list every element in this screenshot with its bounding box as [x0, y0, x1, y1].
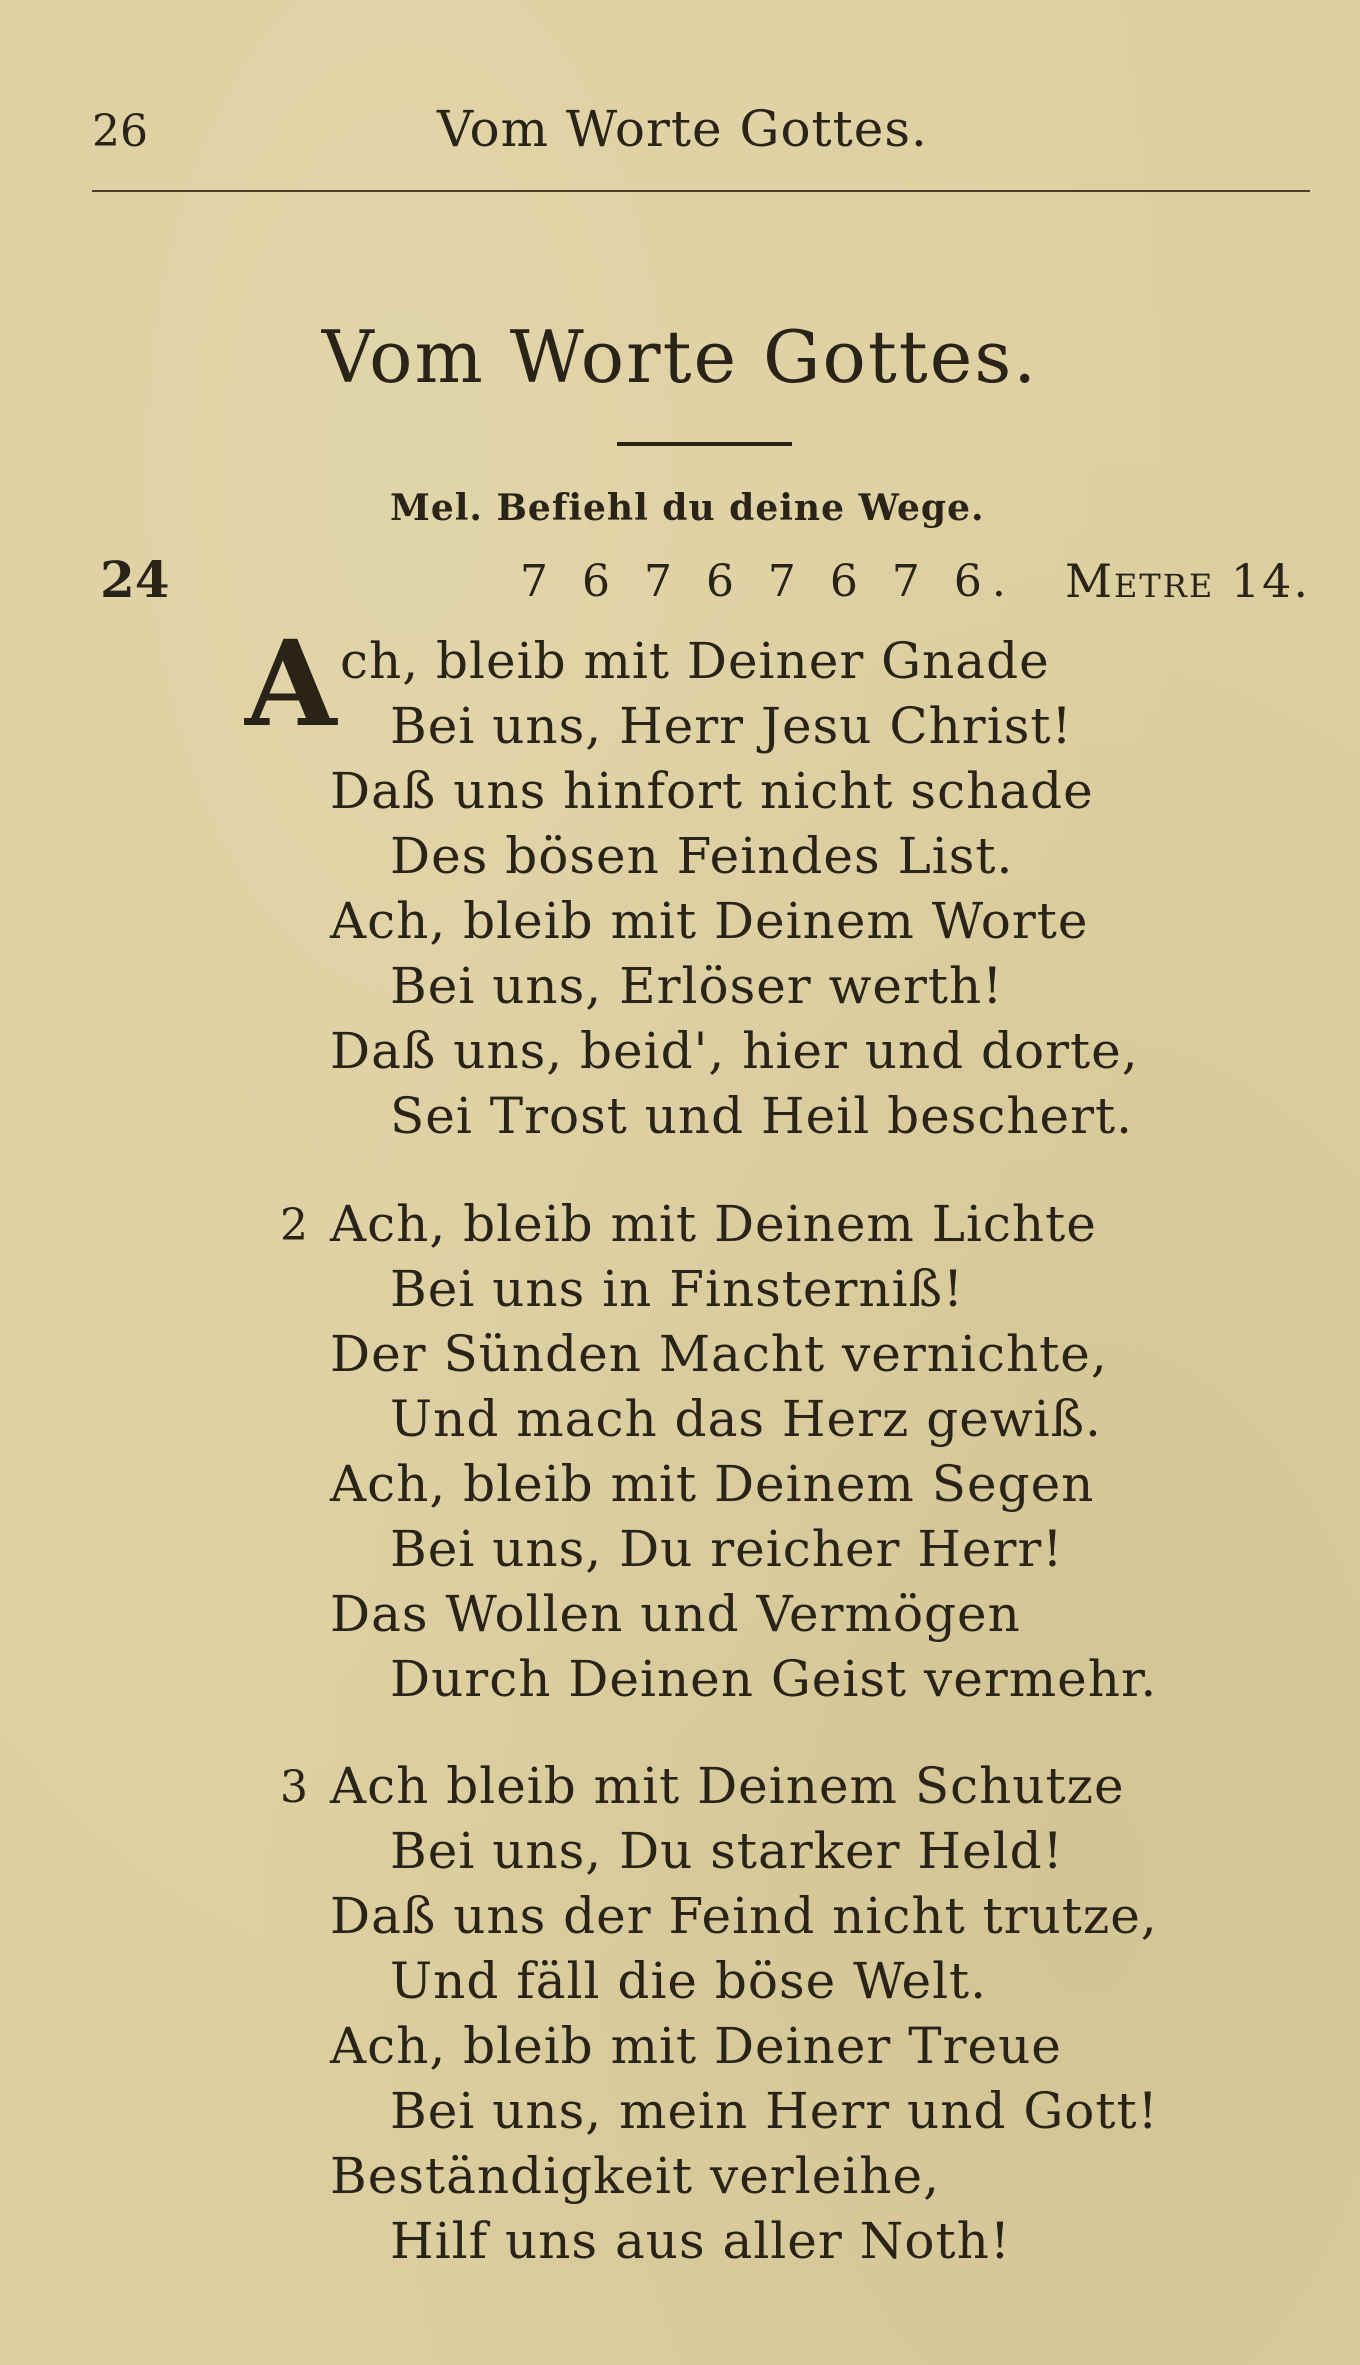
meter-pattern: 7 6 7 6 7 6 7 6.: [520, 556, 1016, 607]
verse-line: Bei uns in Finsterniß!: [390, 1260, 965, 1318]
verse-line: Und mach das Herz gewiß.: [390, 1390, 1102, 1448]
metre-label: Metre 14.: [1064, 554, 1310, 608]
melody-indication: Mel. Befiehl du deine Wege.: [390, 487, 985, 529]
verse-line: Daß uns hinfort nicht schade: [330, 762, 1094, 820]
verse-line: Bei uns, Herr Jesu Christ!: [390, 697, 1073, 755]
verse-line: Daß uns, beid', hier und dorte,: [330, 1022, 1139, 1080]
verse-line: Ach bleib mit Deinem Schutze: [330, 1757, 1125, 1815]
section-title: Vom Worte Gottes.: [321, 315, 1039, 399]
verse-line: Daß uns der Feind nicht trutze,: [330, 1887, 1158, 1945]
verse-line: Bei uns, mein Herr und Gott!: [390, 2082, 1159, 2140]
verse-line: Der Sünden Macht vernichte,: [330, 1325, 1108, 1383]
drop-cap: A: [245, 614, 337, 753]
stanza-number: 2: [280, 1200, 308, 1251]
running-head: [92, 100, 1312, 170]
verse-line: Beständigkeit verleihe,: [330, 2147, 940, 2205]
verse-line: Ach, bleib mit Deinem Segen: [330, 1455, 1095, 1513]
title-rule: [617, 442, 792, 446]
verse-line: Ach, bleib mit Deinem Lichte: [330, 1195, 1097, 1253]
stanza-number: 3: [280, 1762, 308, 1813]
page-number: 26: [92, 106, 148, 157]
verse-line: Ach, bleib mit Deinem Worte: [330, 892, 1089, 950]
verse-line: Bei uns, Du reicher Herr!: [390, 1520, 1064, 1578]
header-rule: [92, 190, 1310, 192]
verse-line: Durch Deinen Geist vermehr.: [390, 1650, 1158, 1708]
verse-line: ch, bleib mit Deiner Gnade: [340, 632, 1050, 690]
hymn-meta: [100, 550, 1310, 620]
verse-line: Und fäll die böse Welt.: [390, 1952, 988, 2010]
verse-line: Des bösen Feindes List.: [390, 827, 1014, 885]
verse-line: Bei uns, Erlöser werth!: [390, 957, 1004, 1015]
verse-line: Ach, bleib mit Deiner Treue: [330, 2017, 1062, 2075]
hymn-number: 24: [100, 550, 170, 609]
verse-line: Das Wollen und Vermögen: [330, 1585, 1021, 1643]
running-title: Vom Worte Gottes.: [437, 100, 928, 158]
verse-line: Bei uns, Du starker Held!: [390, 1822, 1064, 1880]
verse-line: Sei Trost und Heil beschert.: [390, 1087, 1134, 1145]
verse-line: Hilf uns aus aller Noth!: [390, 2212, 1011, 2270]
